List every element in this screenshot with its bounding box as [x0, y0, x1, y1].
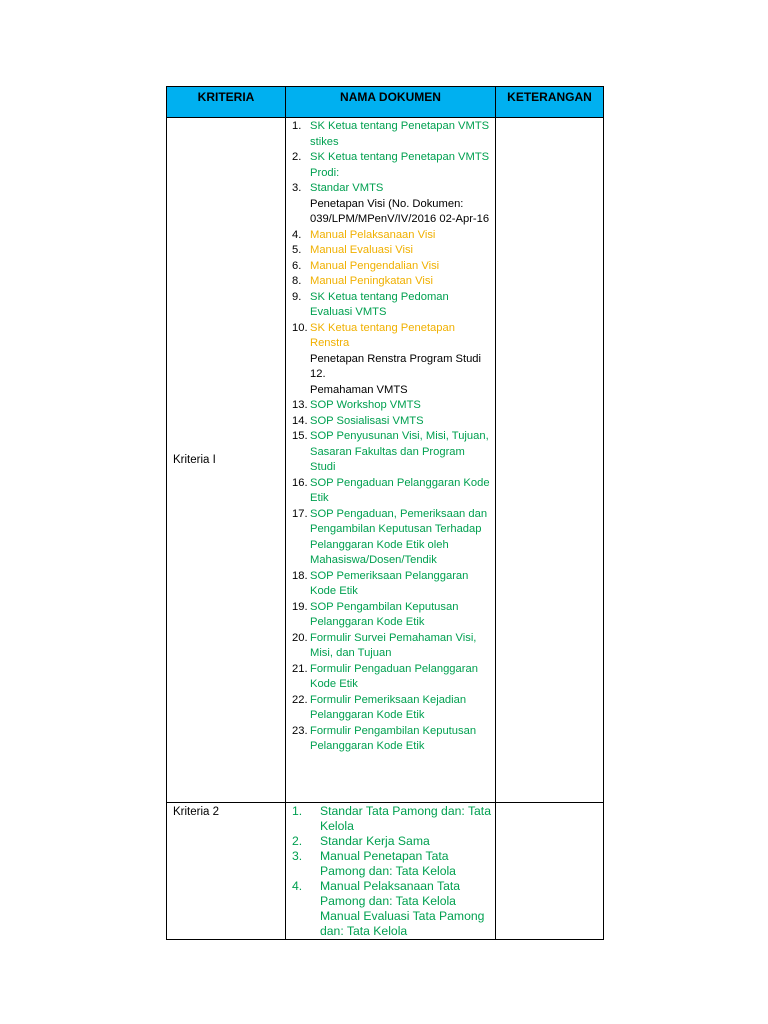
list-item [292, 849, 495, 879]
item-number: 15. [292, 430, 308, 442]
list-item [292, 600, 495, 631]
item-number: 23. [292, 724, 308, 737]
document-name: SK Ketua tentang Penetapan VMTS stikes [310, 120, 490, 148]
table-header-row [167, 87, 604, 118]
keterangan-cell [496, 803, 604, 940]
list-item [292, 631, 495, 662]
document-name: SOP Sosialisasi VMTS [310, 414, 424, 427]
list-item [292, 724, 495, 755]
document-name: SOP Penyusunan Visi, Misi, Tujuan, Sasaran Fakultas dan Program Studi [310, 430, 489, 473]
document-name: SOP Pemeriksaan Pelanggaran Kode Etik [310, 569, 469, 597]
document-name: SOP Pengaduan Pelanggaran Kode Etik [310, 476, 490, 504]
document-name: Manual Evaluasi Visi [310, 244, 414, 256]
header-keterangan: KETERANGAN [496, 87, 604, 118]
item-number: 3. [292, 182, 302, 194]
item-number: 1. [292, 804, 303, 818]
list-item [292, 879, 495, 909]
document-name: Formulir Pengaduan Pelanggaran Kode Etik [310, 662, 478, 690]
table-row [167, 803, 604, 940]
document-name: SOP Pengaduan, Pemeriksaan dan Pengambilan Keputusan Terhadap Pelanggaran Kode Etik oleh Mahasiswa/Dosen/Tendik [310, 507, 488, 566]
item-number: 4. [292, 879, 303, 893]
document-name: SK Ketua tentang Penetapan Renstra [310, 321, 455, 349]
item-number: 17. [292, 507, 308, 520]
document-name: Standar Tata Pamong dan: Tata Kelola [320, 804, 491, 833]
document-name: SOP Workshop VMTS [310, 399, 421, 411]
list-item [292, 119, 495, 150]
documents-cell [286, 118, 496, 803]
list-item [292, 352, 495, 383]
criteria-cell: Kriteria 2 [167, 803, 286, 940]
list-item [292, 834, 495, 849]
document-name: Manual Pelaksanaan Tata Pamong dan: Tata Kelola [320, 879, 461, 908]
header-nama-dokumen: NAMA DOKUMEN [286, 87, 496, 118]
document-list [286, 118, 495, 755]
list-item [292, 383, 495, 399]
item-number: 5. [292, 244, 302, 256]
document-name: Formulir Pengambilan Keputusan Pelanggaran Kode Etik [310, 724, 477, 752]
document-name: SK Ketua tentang Penetapan VMTS Prodi: [310, 151, 490, 179]
item-number: 9. [292, 290, 302, 303]
document-name: Manual Penetapan Tata Pamong dan: Tata Kelola [320, 849, 456, 878]
list-item [292, 909, 495, 939]
keterangan-cell [496, 118, 604, 803]
list-item [292, 181, 495, 197]
list-item [292, 476, 495, 507]
item-number: 10. [292, 321, 308, 334]
list-item [292, 804, 495, 834]
list-item [292, 290, 495, 321]
document-name: Standar VMTS [310, 182, 384, 194]
criteria-cell: Kriteria I [167, 118, 286, 803]
list-item [292, 243, 495, 259]
document-name: Standar Kerja Sama [320, 834, 430, 848]
item-number: 1. [292, 120, 302, 132]
item-number: 14. [292, 414, 308, 427]
item-number: 20. [292, 631, 308, 644]
document-list [286, 803, 495, 939]
document-table [166, 86, 604, 940]
item-number: 21. [292, 662, 308, 675]
item-number: 8. [292, 275, 302, 287]
document-name: Manual Peningkatan Visi [310, 275, 433, 287]
list-item [292, 429, 495, 476]
item-number: 6. [292, 259, 302, 272]
document-note: Penetapan Visi (No. Dokumen: 039/LPM/MPenV/IV/2016 02-Apr-16 [310, 197, 490, 225]
item-number: 2. [292, 834, 303, 848]
list-item [292, 274, 495, 290]
document-name: Manual Pelaksanaan Visi [310, 228, 436, 241]
item-number: 18. [292, 569, 308, 582]
list-item [292, 321, 495, 352]
list-item [292, 398, 495, 414]
header-kriteria: KRITERIA [167, 87, 286, 118]
document-note: Pemahaman VMTS [310, 383, 408, 396]
item-number: 16. [292, 476, 308, 489]
list-item [292, 228, 495, 244]
list-item [292, 150, 495, 181]
list-item [292, 197, 495, 228]
document-note: Penetapan Renstra Program Studi 12. [310, 352, 482, 380]
item-number: 4. [292, 228, 302, 241]
list-item [292, 693, 495, 724]
list-item [292, 662, 495, 693]
item-number: 22. [292, 693, 308, 706]
document-name: Formulir Pemeriksaan Kejadian Pelanggaran Kode Etik [310, 693, 467, 721]
document-name: Manual Evaluasi Tata Pamong dan: Tata Kelola [320, 909, 485, 938]
item-number: 13. [292, 399, 308, 411]
item-number: 19. [292, 600, 308, 613]
list-item [292, 507, 495, 569]
document-name: Manual Pengendalian Visi [310, 259, 440, 272]
document-name: SOP Pengambilan Keputusan Pelanggaran Kode Etik [310, 600, 459, 628]
list-item [292, 414, 495, 430]
documents-cell [286, 803, 496, 940]
item-number: 3. [292, 849, 303, 863]
item-number: 2. [292, 151, 302, 163]
list-item [292, 259, 495, 275]
list-item [292, 569, 495, 600]
document-name: SK Ketua tentang Pedoman Evaluasi VMTS [310, 290, 449, 318]
document-name: Formulir Survei Pemahaman Visi, Misi, dan Tujuan [310, 631, 477, 659]
table-row [167, 118, 604, 803]
